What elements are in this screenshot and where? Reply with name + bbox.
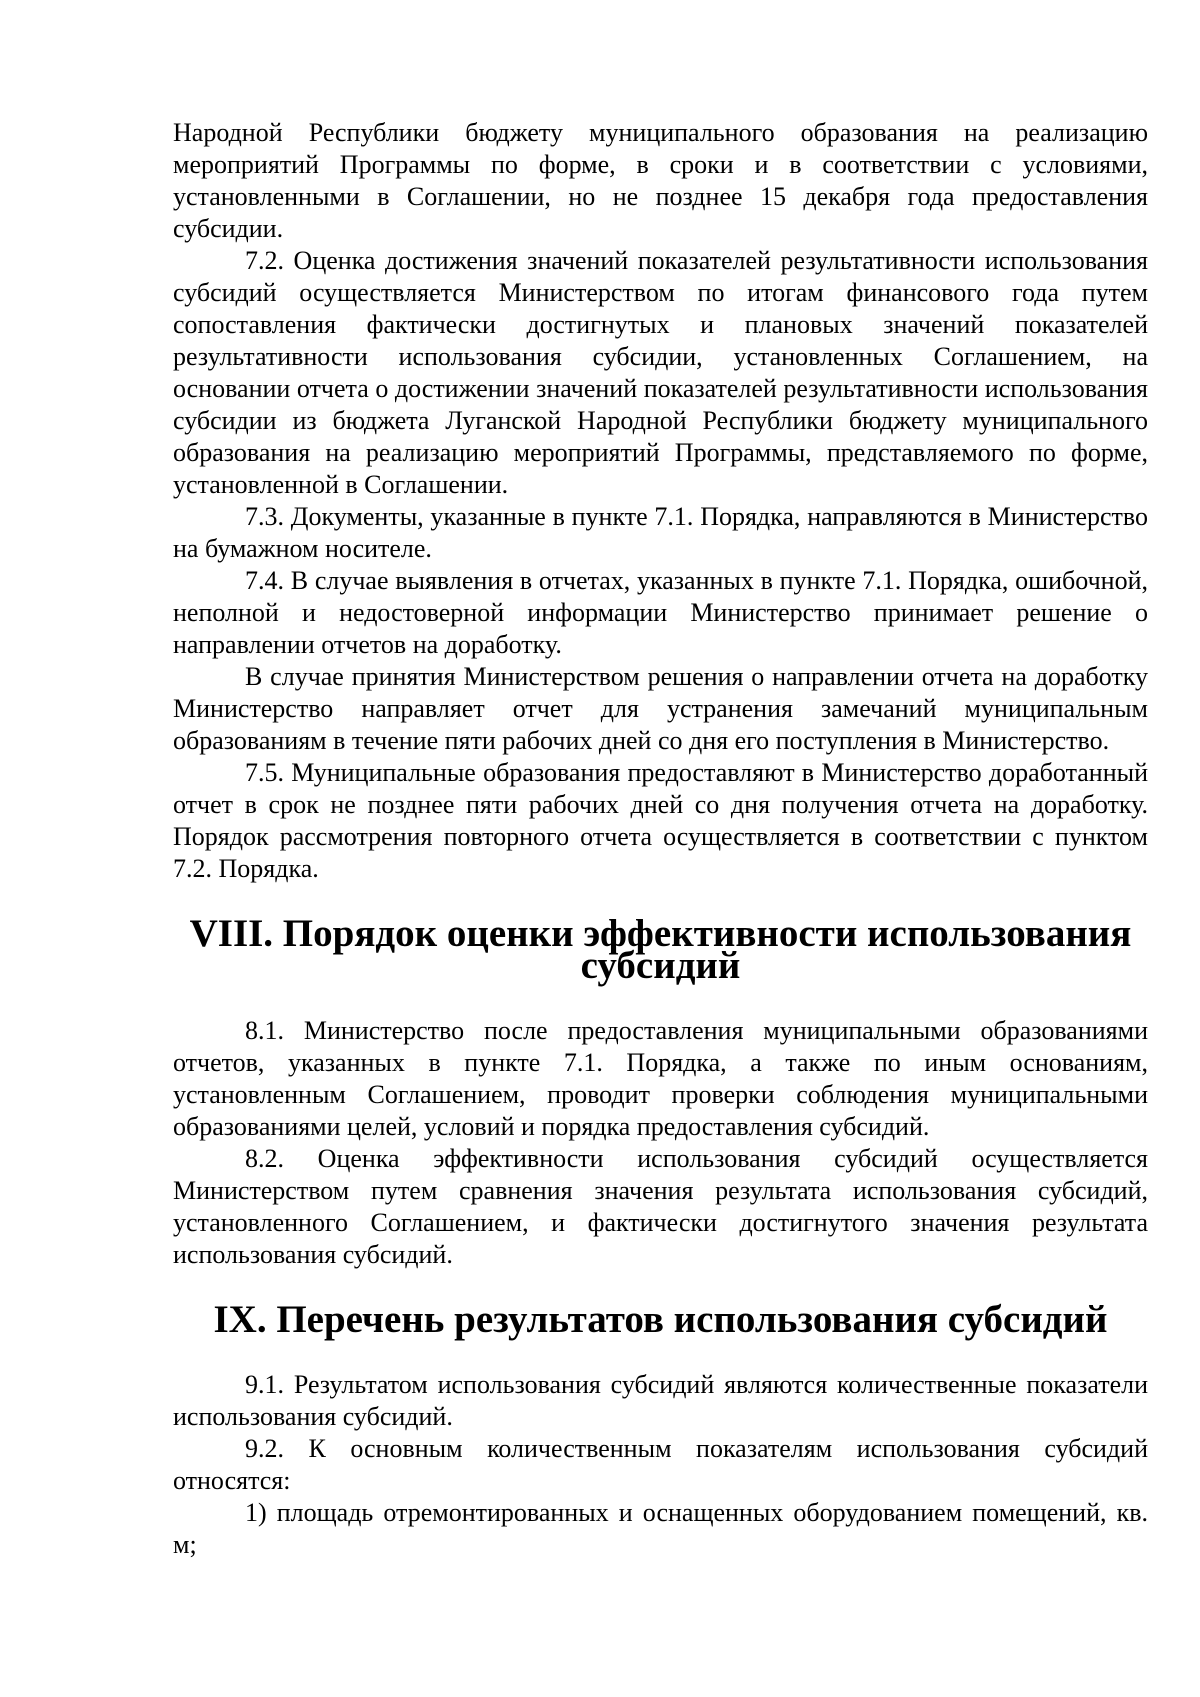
section-heading-8: VIII. Порядок оценки эффективности использования субсидий	[189, 912, 1132, 987]
paragraph-continuation: Народной Республики бюджету муниципального образования на реализацию мероприятий Программы по форме, в сроки и в соответствии с условиями, установленными в Соглашении, но не позднее 15 декабря года предоставления субсидии.	[173, 118, 1148, 243]
paragraph-9-2: 9.2. К основным количественным показателям использования субсидий относятся:	[173, 1434, 1148, 1495]
paragraph-7-2: 7.2. Оценка достижения значений показателей результативности использования субсидий осуществляется Министерством по итогам финансового года путем сопоставления фактически достигнутых и плановых значений показателей результативности использования субсидии, установленных Соглашением, на основании отчета о достижении значений показателей результативности использования субсидии из бюджета Луганской Народной Республики бюджету муниципального образования на реализацию мероприятий Программы, представляемого по форме, установленной в Соглашении.	[173, 246, 1148, 499]
paragraph-7-4: 7.4. В случае выявления в отчетах, указанных в пункте 7.1. Порядка, ошибочной, неполной и недостоверной информации Министерство принимает решение о направлении отчетов на доработку.	[173, 566, 1148, 659]
document-body	[173, 117, 1148, 1561]
paragraph-7-3: 7.3. Документы, указанные в пункте 7.1. Порядка, направляются в Министерство на бумажном носителе.	[173, 502, 1148, 563]
paragraph-9-1: 9.1. Результатом использования субсидий являются количественные показатели использования субсидий.	[173, 1370, 1148, 1431]
section-heading-9: IX. Перечень результатов использования субсидий	[213, 1298, 1108, 1341]
list-item-1: 1) площадь отремонтированных и оснащенных оборудованием помещений, кв. м;	[173, 1498, 1148, 1559]
paragraph-7-5: 7.5. Муниципальные образования предоставляют в Министерство доработанный отчет в срок не позднее пяти рабочих дней со дня получения отчета на доработку. Порядок рассмотрения повторного отчета осуществляется в соответствии с пунктом 7.2. Порядка.	[173, 758, 1148, 883]
paragraph-8-1: 8.1. Министерство после предоставления муниципальными образованиями отчетов, указанных в пункте 7.1. Порядка, а также по иным основаниям, установленным Соглашением, проводит проверки соблюдения муниципальными образованиями целей, условий и порядка предоставления субсидий.	[173, 1016, 1148, 1141]
paragraph-8-2: 8.2. Оценка эффективности использования субсидий осуществляется Министерством путем сравнения значения результата использования субсидий, установленного Соглашением, и фактически достигнутого значения результата использования субсидий.	[173, 1144, 1148, 1269]
paragraph-7-4-cont: В случае принятия Министерством решения о направлении отчета на доработку Министерство направляет отчет для устранения замечаний муниципальным образованиям в течение пяти рабочих дней со дня его поступления в Министерство.	[173, 662, 1148, 755]
